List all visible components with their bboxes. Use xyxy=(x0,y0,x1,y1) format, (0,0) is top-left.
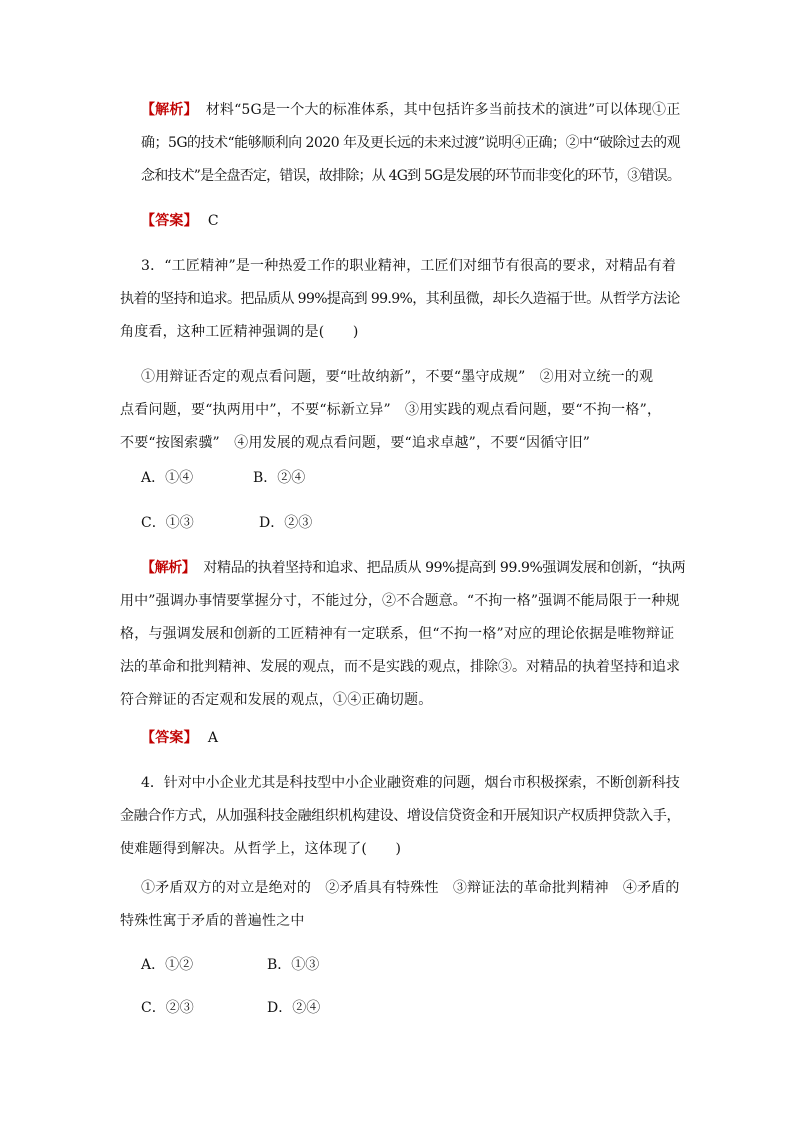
q2-analysis-line-2: 确；5G的技术“能够顺利向 2020 年及更长远的未来过渡”说明④正确；②中“破除过去的观 xyxy=(141,135,681,151)
q3-choice-line-3: 不要“按图索骥” ④用发展的观点看问题，要“追求卓越”，不要“因循守旧” xyxy=(120,435,591,451)
answer-value: C xyxy=(207,213,219,229)
q3-option-b: B．②④ xyxy=(253,470,306,486)
answer-value: A xyxy=(207,730,219,746)
answer-tag: 【答案】 xyxy=(141,730,198,746)
q2-analysis-line-3: 念和技术”是全盘否定，错误，故排除；从 4G到 5G是发展的环节而非变化的环节，③错误。 xyxy=(141,168,681,184)
q3-analysis-line-5: 符合辩证的否定观和发展的观点，①④正确切题。 xyxy=(120,692,433,708)
q2-answer xyxy=(141,211,219,231)
q3-option-c: C．①③ xyxy=(141,515,194,531)
answer-tag: 【答案】 xyxy=(141,213,198,229)
analysis-tag: 【解析】 xyxy=(141,102,198,118)
q3-stem-line-2: 执着的坚持和追求。把品质从 99%提高到 99.9%，其利虽微，却长久造福于世。从哲学方法论 xyxy=(120,291,680,307)
q3-choice-line-1: ①用辩证否定的观点看问题，要“吐故纳新”，不要“墨守成规” ②用对立统一的观 xyxy=(141,369,654,385)
q3-analysis-line-3: 格，与强调发展和创新的工匠精神有一定联系，但“不拘一格”对应的理论依据是唯物辩证 xyxy=(120,626,675,642)
q4-choice-line-2: 特殊性寓于矛盾的普遍性之中 xyxy=(120,913,305,929)
q4-stem-line-2: 金融合作方式，从加强科技金融组织机构建设、增设信贷资金和开展知识产权质押贷款入手， xyxy=(120,808,681,824)
q3-option-a: A．①④ xyxy=(141,470,194,486)
q2-analysis-line-1: 【解析】 材料“5G是一个大的标准体系，其中包括许多当前技术的演进”可以体现①正 xyxy=(141,102,681,118)
q3-analysis-line-2: 用中”强调办事情要掌握分寸，不能过分，②不合题意。“不拘一格”强调不能局限于一种规 xyxy=(120,593,680,609)
q4-stem-line-3: 使难题得到解决。从哲学上，这体现了( ) xyxy=(120,841,402,857)
q3-analysis-line-4: 法的革命和批判精神、发展的观点，而不是实践的观点，排除③。对精品的执着坚持和追求 xyxy=(120,659,680,675)
analysis-tag: 【解析】 xyxy=(141,560,196,576)
q3-stem-line-3: 角度看，这种工匠精神强调的是( ) xyxy=(120,324,359,340)
q3-analysis-line-1: 【解析】 对精品的执着坚持和追求、把品质从 99%提高到 99.9%强调发展和创新，“执两 xyxy=(141,560,686,576)
q4-option-d: D．②④ xyxy=(267,1000,321,1016)
q4-choice-line-1: ①矛盾双方的对立是绝对的 ②矛盾具有特殊性 ③辩证法的革命批判精神 ④矛盾的 xyxy=(141,880,680,896)
q4-option-c: C．②③ xyxy=(141,1000,194,1016)
q3-choice-line-2: 点看问题，要“执两用中”，不要“标新立异” ③用实践的观点看问题，要“不拘一格”， xyxy=(120,402,662,418)
q3-stem-line-1: 3．“工匠精神”是一种热爱工作的职业精神，工匠们对细节有很高的要求，对精品有着 xyxy=(141,258,677,274)
q3-answer xyxy=(141,728,218,748)
q4-option-a: A．①② xyxy=(141,957,194,973)
q3-option-d: D．②③ xyxy=(259,515,313,531)
q4-option-b: B．①③ xyxy=(267,957,320,973)
q4-stem-line-1: 4．针对中小企业尤其是科技型中小企业融资难的问题，烟台市积极探索，不断创新科技 xyxy=(141,775,680,791)
